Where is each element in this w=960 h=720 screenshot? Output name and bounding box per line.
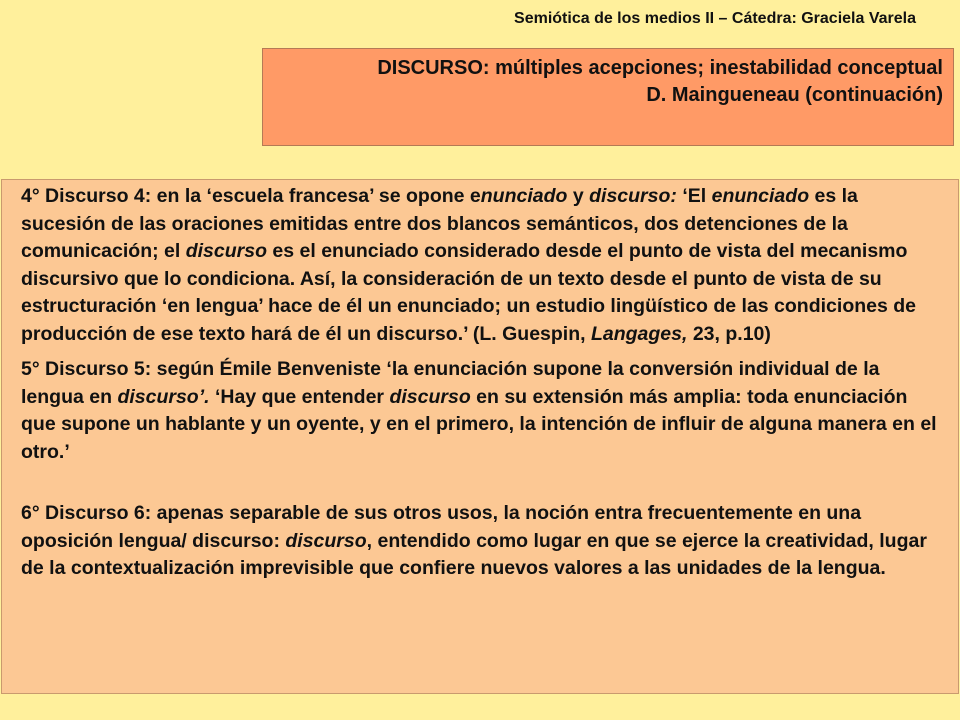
text-span: es la sucesión de las oraciones emitidas entre dos blancos semánticos, dos detenciones de la comunicación; el xyxy=(21,185,858,262)
italic-term: discurso: xyxy=(589,185,677,207)
paragraph-discurso-6 xyxy=(21,500,938,583)
text-span: ‘Hay que entender xyxy=(209,385,390,408)
slide-title-box xyxy=(262,48,954,146)
italic-term: discurso xyxy=(389,385,471,408)
paragraph-discurso-5 xyxy=(21,356,938,466)
slide-subtitle: D. Maingueneau (continuación) xyxy=(646,84,943,106)
italic-term: discurso’. xyxy=(117,385,210,408)
text-span: 6° Discurso 6: apenas separable de sus otros usos, la noción entra frecuentemente en una oposición lengua/ discurso: xyxy=(21,502,862,552)
text-span: ‘El xyxy=(676,185,712,207)
italic-term: nunciado xyxy=(480,185,568,207)
text-span: , entendido como lugar en que se ejerce la creatividad, lugar de la contextualización imprevisible que confiere nuevos valores a las unidades de la lengua. xyxy=(21,529,927,579)
italic-term: discurso xyxy=(185,240,267,262)
text-span: en su extensión más amplia: toda enunciación que supone un hablante y un oyente, y en el primero, la intención de influir de alguna manera en el otro.’ xyxy=(21,385,937,463)
text-span: es el enunciado considerado desde el punto de vista del mecanismo discursivo que lo condiciona. Así, la consideración de un texto desde el punto de vista de su estructuración ‘en lengua’ hace de él un enunciado; un estudio lingüístico de las condiciones de producción de ese texto hará de él un discurso.’ (L. Guespin, xyxy=(21,240,917,345)
italic-citation: Langages, xyxy=(590,322,688,345)
content-box xyxy=(1,179,959,694)
italic-term: discurso xyxy=(285,529,367,552)
text-span: 4° Discurso 4: en la ‘escuela francesa’ se opone e xyxy=(21,185,481,207)
paragraph-discurso-4 xyxy=(21,183,938,348)
text-span: 23, p.10) xyxy=(687,322,771,345)
slide-title: DISCURSO: múltiples acepciones; inestabilidad conceptual xyxy=(377,57,943,79)
text-span: 5° Discurso 5: según Émile Benveniste ‘la enunciación supone la conversión individual de la lengua en xyxy=(21,358,880,408)
text-span: y xyxy=(567,185,590,207)
course-header: Semiótica de los medios II – Cátedra: Graciela Varela xyxy=(514,10,916,27)
italic-term: enunciado xyxy=(711,185,810,207)
